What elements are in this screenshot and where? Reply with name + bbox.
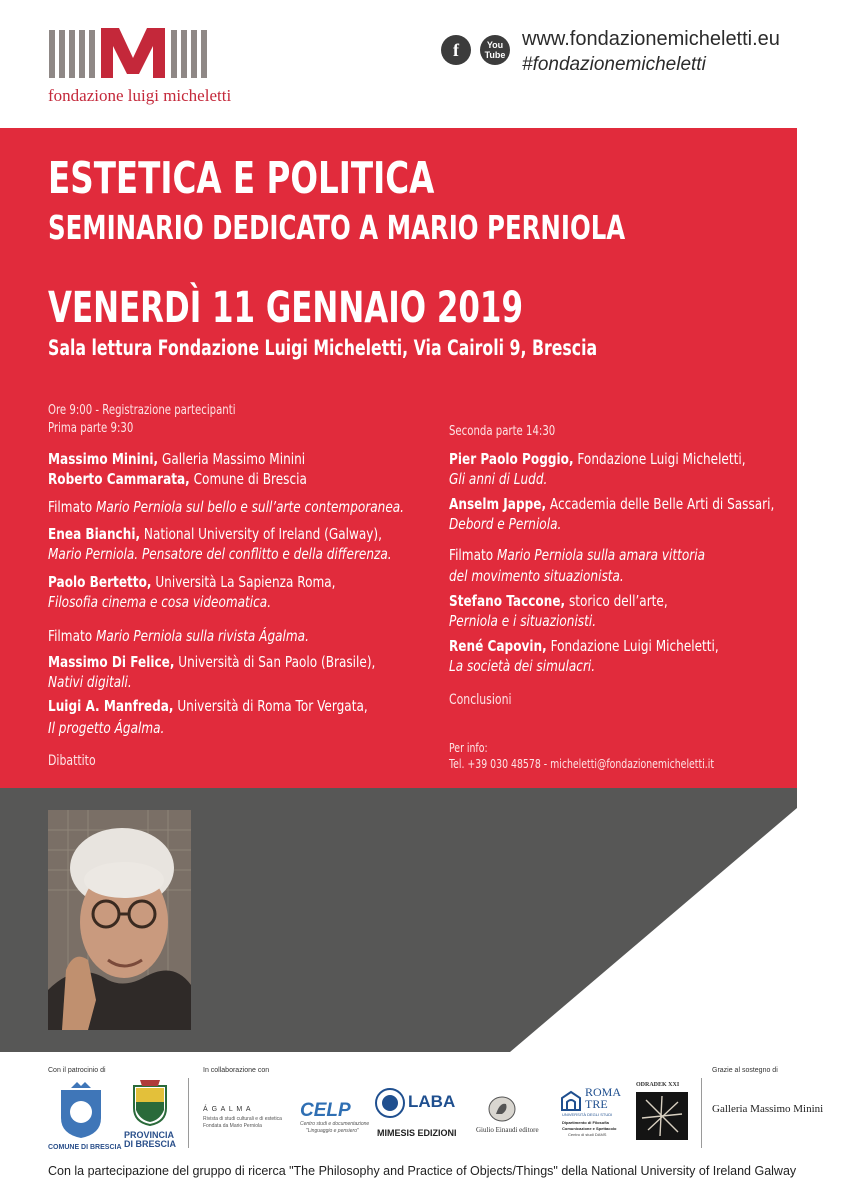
- minini-logo: Galleria Massimo Minini: [712, 1103, 824, 1115]
- event-title: ESTETICA E POLITICA: [48, 153, 435, 204]
- celp-logo: CELP: [300, 1100, 351, 1121]
- roma-tre-sub: UNIVERSITÀ DEGLI STUDI: [562, 1112, 613, 1117]
- speaker-affiliation: Fondazione Luigi Micheletti,: [573, 450, 746, 468]
- mimesis-logo: MIMESIS EDIZIONI: [377, 1128, 457, 1138]
- talk-capovin: [449, 656, 595, 676]
- celp-sub1: Centro studi e documentazione: [300, 1121, 370, 1127]
- talk-poggio: [449, 469, 547, 489]
- speaker-name: Luigi A. Manfreda,: [48, 697, 174, 715]
- provincia-line2: DI BRESCIA: [124, 1139, 177, 1149]
- roma-tre-dept2: Comunicazione e Spettacolo: [562, 1126, 617, 1131]
- film-one: [48, 497, 404, 517]
- speaker-affiliation: Università di Roma Tor Vergata,: [173, 697, 368, 715]
- speaker-name: Massimo Di Felice,: [48, 653, 175, 671]
- speaker-capovin: [449, 636, 719, 656]
- film-three-line2: [449, 566, 624, 586]
- odradek-logo: ODRADEK XXI: [636, 1082, 680, 1088]
- speaker-name: Pier Paolo Poggio,: [449, 450, 574, 468]
- agalma-sub1: Rivista di studi culturali e di estetica: [203, 1116, 282, 1122]
- film-title: Mario Perniola sulla rivista Ágalma.: [95, 627, 309, 645]
- speaker-name: René Capovin,: [449, 637, 547, 655]
- support-label: Grazie al sostegno di: [712, 1067, 778, 1074]
- speaker-affiliation: Comune di Brescia: [189, 470, 307, 488]
- talk-title: Il progetto Ágalma.: [48, 719, 165, 737]
- divider: [701, 1078, 702, 1148]
- speaker-jappe: [449, 494, 774, 514]
- agalma-logo: Á G A L M A: [203, 1106, 252, 1113]
- film-three: [449, 545, 705, 565]
- speaker-affiliation: National University of Ireland (Galway),: [140, 525, 382, 543]
- odradek-star-icon: [636, 1092, 688, 1140]
- logo-text: fondazione luigi micheletti: [48, 86, 232, 105]
- talk-bianchi: [48, 544, 392, 564]
- talk-title: Perniola e i situazionisti.: [449, 612, 597, 630]
- speaker-affiliation: Università di San Paolo (Brasile),: [174, 653, 376, 671]
- roma-tre-logo: [585, 1086, 621, 1110]
- speaker-name: Enea Bianchi,: [48, 525, 141, 543]
- mario-perniola-portrait: [48, 810, 191, 1030]
- roma-tre-dept3: Centro di studi DAMS: [568, 1132, 607, 1137]
- speaker-minini: [48, 449, 305, 469]
- speaker-affiliation: Galleria Massimo Minini: [158, 450, 306, 468]
- provincia-line1: PROVINCIA: [124, 1130, 175, 1140]
- talk-title: Filosofia cinema e cosa videomatica.: [48, 593, 272, 611]
- speaker-affiliation: Università La Sapienza Roma,: [151, 573, 336, 591]
- film-label: Filmato: [449, 546, 497, 564]
- einaudi-logo: Giulio Einaudi editore: [476, 1126, 539, 1134]
- event-subtitle: SEMINARIO DEDICATO A MARIO PERNIOLA: [48, 208, 626, 247]
- info-label: Per info:: [449, 741, 488, 755]
- roma-tre-arch-icon: [560, 1090, 582, 1112]
- speaker-bianchi: [48, 524, 382, 544]
- agalma-sub2: Fondata da Mario Perniola: [203, 1123, 262, 1129]
- film-title-cont: del movimento situazionista.: [449, 567, 624, 585]
- film-title: Mario Perniola sulla amara vittoria: [496, 546, 705, 564]
- speaker-taccone: [449, 591, 668, 611]
- research-group-note: Con la partecipazione del gruppo di ricerca "The Philosophy and Practice of Objects/Things" della National University of Ireland Galway: [48, 1164, 797, 1178]
- speaker-bertetto: [48, 572, 336, 592]
- roma-tre-dept1: Dipartimento di Filosofia: [562, 1120, 609, 1125]
- talk-title: La società dei simulacri.: [449, 657, 596, 675]
- speaker-name: Anselm Jappe,: [449, 495, 547, 513]
- speaker-affiliation: Accademia delle Belle Arti di Sassari,: [546, 495, 775, 513]
- youtube-icon-you: You: [486, 40, 504, 50]
- speaker-name: Massimo Minini,: [48, 450, 159, 468]
- youtube-icon[interactable]: [480, 35, 510, 65]
- speaker-name: Paolo Bertetto,: [48, 573, 152, 591]
- talk-manfreda: [48, 718, 164, 738]
- collaboration-label: In collaborazione con: [203, 1067, 270, 1074]
- roma-tre-line2: TRE: [585, 1097, 608, 1111]
- hashtag: #fondazionemicheletti: [522, 54, 706, 75]
- part-two-time: Seconda parte 14:30: [449, 424, 556, 439]
- event-date: VENERDÌ 11 GENNAIO 2019: [48, 283, 523, 333]
- part-one-time: Prima parte 9:30: [48, 421, 134, 436]
- talk-title: Nativi digitali.: [48, 673, 132, 691]
- einaudi-ostrich-icon: [488, 1096, 516, 1122]
- info-contact[interactable]: Tel. +39 030 48578 - micheletti@fondazionemicheletti.it: [449, 757, 714, 771]
- talk-jappe: [449, 514, 561, 534]
- film-two: [48, 626, 309, 646]
- provincia-brescia-crest-icon: [130, 1080, 170, 1126]
- speaker-cammarata: [48, 469, 307, 489]
- comune-label: COMUNE DI BRESCIA: [48, 1144, 122, 1151]
- talk-taccone: [449, 611, 596, 631]
- talk-title: Debord e Perniola.: [449, 515, 562, 533]
- laba-logo: LABA: [408, 1092, 456, 1111]
- provincia-label: [124, 1131, 176, 1149]
- facebook-icon[interactable]: f: [441, 35, 471, 65]
- debate-label: Dibattito: [48, 753, 96, 769]
- speaker-name: Roberto Cammarata,: [48, 470, 190, 488]
- talk-di-felice: [48, 672, 132, 692]
- patronage-label: Con il patrocinio di: [48, 1067, 106, 1074]
- speaker-name: Stefano Taccone,: [449, 592, 566, 610]
- speaker-affiliation: Fondazione Luigi Micheletti,: [546, 637, 719, 655]
- foundation-logo-icon: [49, 28, 209, 80]
- divider: [188, 1078, 189, 1148]
- film-label: Filmato: [48, 627, 96, 645]
- conclusions-label: Conclusioni: [449, 692, 512, 708]
- event-venue: Sala lettura Fondazione Luigi Micheletti, Via Cairoli 9, Brescia: [48, 336, 598, 360]
- roma-tre-line1: ROMA: [585, 1085, 622, 1099]
- speaker-di-felice: [48, 652, 375, 672]
- registration-time: Ore 9:00 - Registrazione partecipanti: [48, 403, 236, 418]
- website-link[interactable]: www.fondazionemicheletti.eu: [522, 28, 780, 50]
- film-label: Filmato: [48, 498, 96, 516]
- celp-sub2: "Linguaggio e pensiero": [306, 1128, 359, 1134]
- speaker-affiliation: storico dell’arte,: [565, 592, 668, 610]
- comune-brescia-crest-icon: [55, 1082, 107, 1140]
- talk-title: Mario Perniola. Pensatore del conflitto e della differenza.: [48, 545, 392, 563]
- youtube-icon-tube: Tube: [484, 50, 506, 60]
- speaker-poggio: [449, 449, 746, 469]
- film-title: Mario Perniola sul bello e sull’arte contemporanea.: [95, 498, 405, 516]
- talk-title: Gli anni di Ludd.: [449, 470, 548, 488]
- talk-bertetto: [48, 592, 271, 612]
- speaker-manfreda: [48, 696, 368, 716]
- academy-seal-icon: [375, 1088, 405, 1118]
